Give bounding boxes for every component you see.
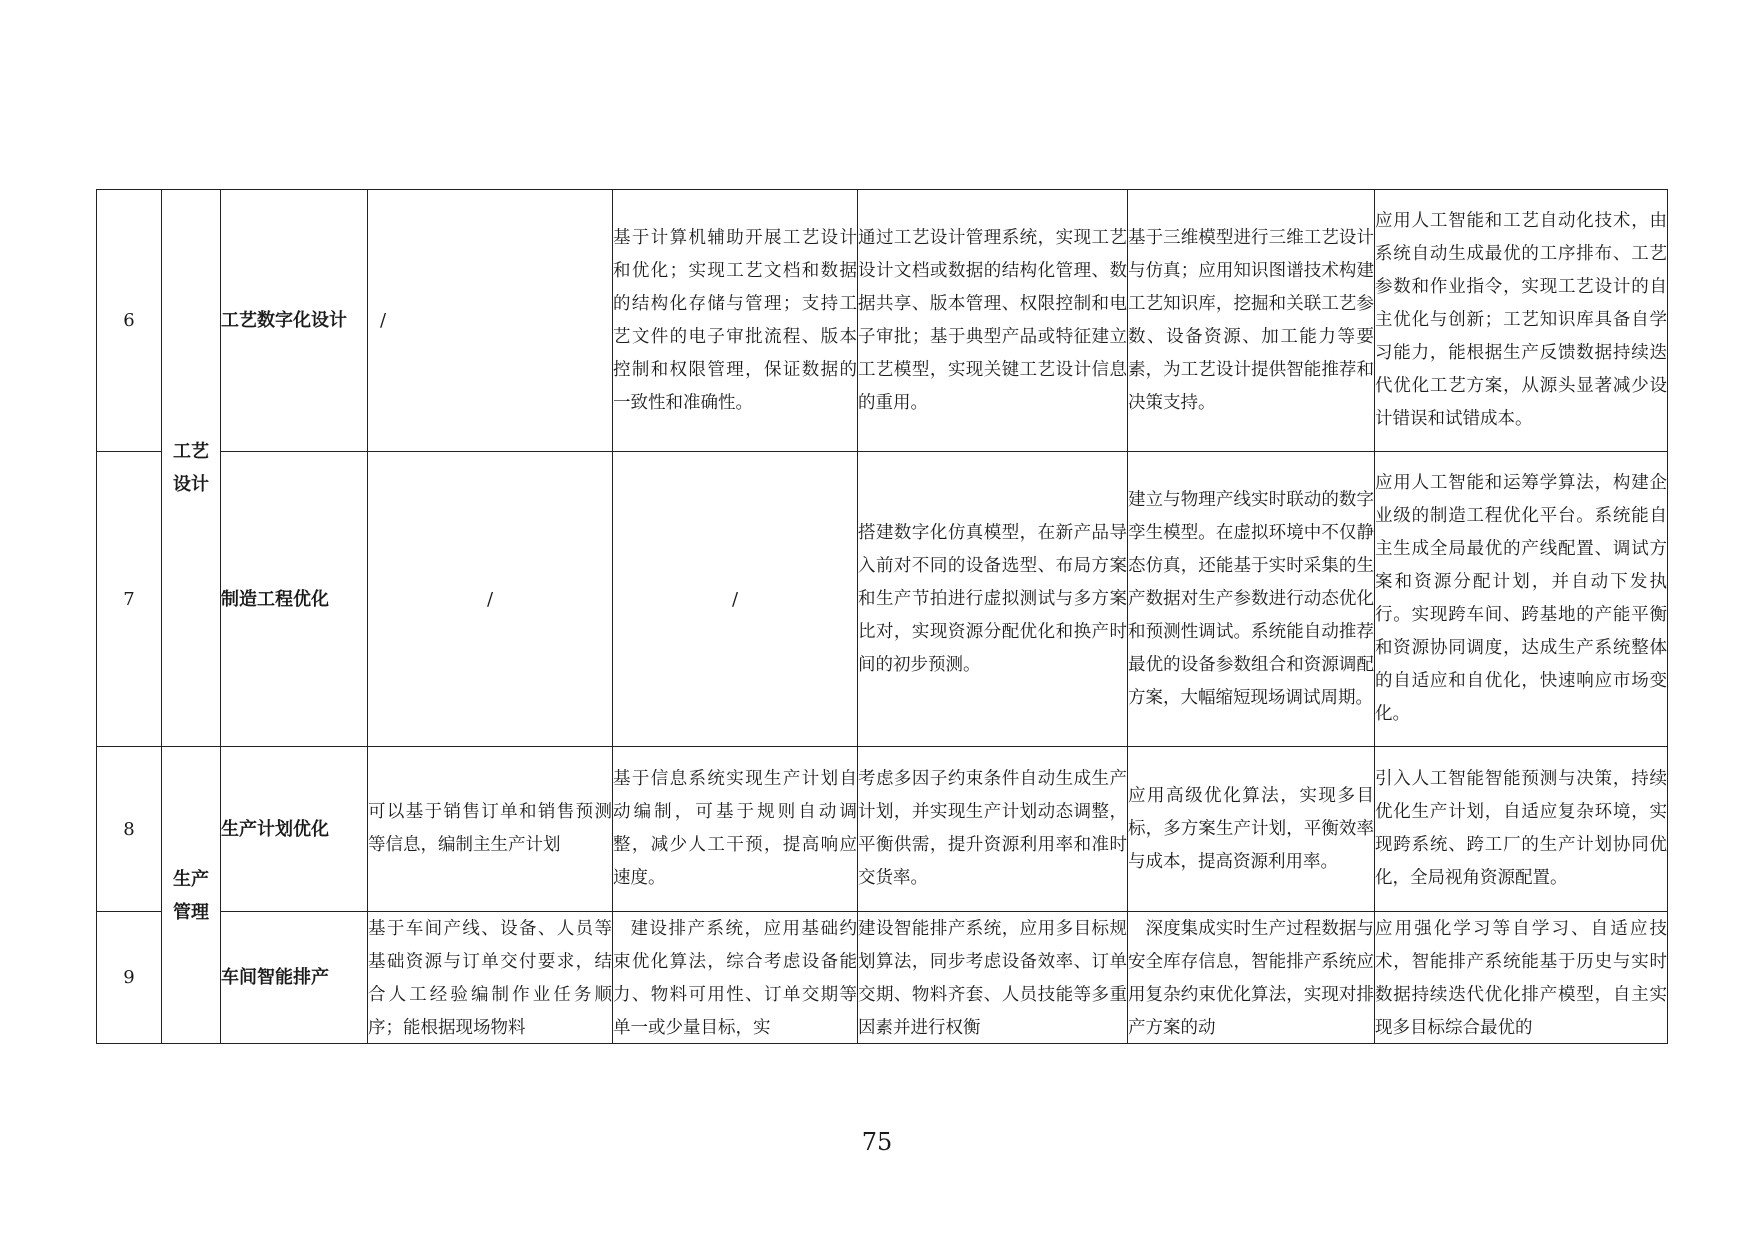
category-cell-production-management — [162, 747, 221, 1044]
level-1-cell: 可以基于销售订单和销售预测等信息，编制主生产计划 — [368, 747, 613, 912]
level-4-cell: 应用高级优化算法，实现多目标，多方案生产计划，平衡效率与成本，提高资源利用率。 — [1128, 747, 1375, 912]
table-row — [97, 190, 1668, 452]
level-3-text: 建设智能排产系统，应用多目标规划算法，同步考虑设备效率、订单交期、物料齐套、人员技能等多重因素并进行权衡 — [858, 918, 1127, 1038]
level-1-cell: / — [368, 190, 613, 452]
level-2-text: 建设排产系统，应用基础约束优化算法，综合考虑设备能力、物料可用性、订单交期等单一或少量目标，实 — [613, 918, 857, 1038]
level-5-cell: 引入人工智能智能预测与决策，持续优化生产计划，自适应复杂环境，实现跨系统、跨工厂的生产计划协同优化，全局视角资源配置。 — [1375, 747, 1668, 912]
level-3-cell: 考虑多因子约束条件自动生成生产计划，并实现生产计划动态调整，平衡供需，提升资源利用率和准时交货率。 — [858, 747, 1128, 912]
row-number: 8 — [97, 747, 162, 912]
level-5-cell: 应用人工智能和运筹学算法，构建企业级的制造工程优化平台。系统能自主生成全局最优的产线配置、调试方案和资源分配计划，并自动下发执行。实现跨车间、跨基地的产能平衡和资源协同调度，达成生产系统整体的自适应和自优化，快速响应市场变化。 — [1375, 452, 1668, 747]
page-number: 75 — [861, 1128, 893, 1156]
level-4-cell: 建立与物理产线实时联动的数字孪生模型。在虚拟环境中不仅静态仿真，还能基于实时采集的生产数据对生产参数进行动态优化和预测性调试。系统能自动推荐最优的设备参数组合和资源调配方案，大幅缩短现场调试周期。 — [1128, 452, 1375, 747]
level-1-text: 基于车间产线、设备、人员等基础资源与订单交付要求，结合人工经验编制作业任务顺序；能根据现场物料 — [368, 918, 612, 1038]
level-3-cell — [858, 912, 1128, 1044]
level-5-cell — [1375, 912, 1668, 1044]
level-3-cell: 通过工艺设计管理系统，实现工艺设计文档或数据的结构化管理、数据共享、版本管理、权限控制和电子审批；基于典型产品或特征建立工艺模型，实现关键工艺设计信息的重用。 — [858, 190, 1128, 452]
table-row — [97, 747, 1668, 912]
item-name: 车间智能排产 — [221, 912, 368, 1044]
level-4-text: 深度集成实时生产过程数据与安全库存信息，智能排产系统应用复杂约束优化算法，实现对排产方案的动 — [1128, 918, 1374, 1038]
item-name: 工艺数字化设计 — [221, 190, 368, 452]
level-2-cell: / — [613, 452, 858, 747]
table-row — [97, 912, 1668, 1044]
level-3-cell: 搭建数字化仿真模型，在新产品导入前对不同的设备选型、布局方案和生产节拍进行虚拟测试与多方案比对，实现资源分配优化和换产时间的初步预测。 — [858, 452, 1128, 747]
level-2-cell: 基于信息系统实现生产计划自动编制，可基于规则自动调整，减少人工干预，提高响应速度。 — [613, 747, 858, 912]
item-name: 生产计划优化 — [221, 747, 368, 912]
level-4-cell: 基于三维模型进行三维工艺设计与仿真；应用知识图谱技术构建工艺知识库，挖掘和关联工艺参数、设备资源、加工能力等要素，为工艺设计提供智能推荐和决策支持。 — [1128, 190, 1375, 452]
level-5-text: 应用强化学习等自学习、自适应技术，智能排产系统能基于历史与实时数据持续迭代优化排产模型，自主实现多目标综合最优的 — [1375, 918, 1667, 1038]
level-5-cell: 应用人工智能和工艺自动化技术，由系统自动生成最优的工序排布、工艺参数和作业指令，实现工艺设计的自主优化与创新；工艺知识库具备自学习能力，能根据生产反馈数据持续迭代优化工艺方案，从源头显著减少设计错误和试错成本。 — [1375, 190, 1668, 452]
category-label: 工艺设计 — [173, 441, 209, 495]
row-number: 9 — [97, 912, 162, 1044]
item-name: 制造工程优化 — [221, 452, 368, 747]
table-row — [97, 452, 1668, 747]
level-4-cell — [1128, 912, 1375, 1044]
category-cell-process-design — [162, 190, 221, 747]
row-number: 6 — [97, 190, 162, 452]
level-2-cell: 基于计算机辅助开展工艺设计和优化；实现工艺文档和数据的结构化存储与管理；支持工艺文件的电子审批流程、版本控制和权限管理，保证数据的一致性和准确性。 — [613, 190, 858, 452]
level-1-cell: / — [368, 452, 613, 747]
level-2-cell — [613, 912, 858, 1044]
maturity-table — [96, 189, 1668, 1044]
row-number: 7 — [97, 452, 162, 747]
level-1-cell — [368, 912, 613, 1044]
category-label: 生产管理 — [173, 869, 209, 923]
